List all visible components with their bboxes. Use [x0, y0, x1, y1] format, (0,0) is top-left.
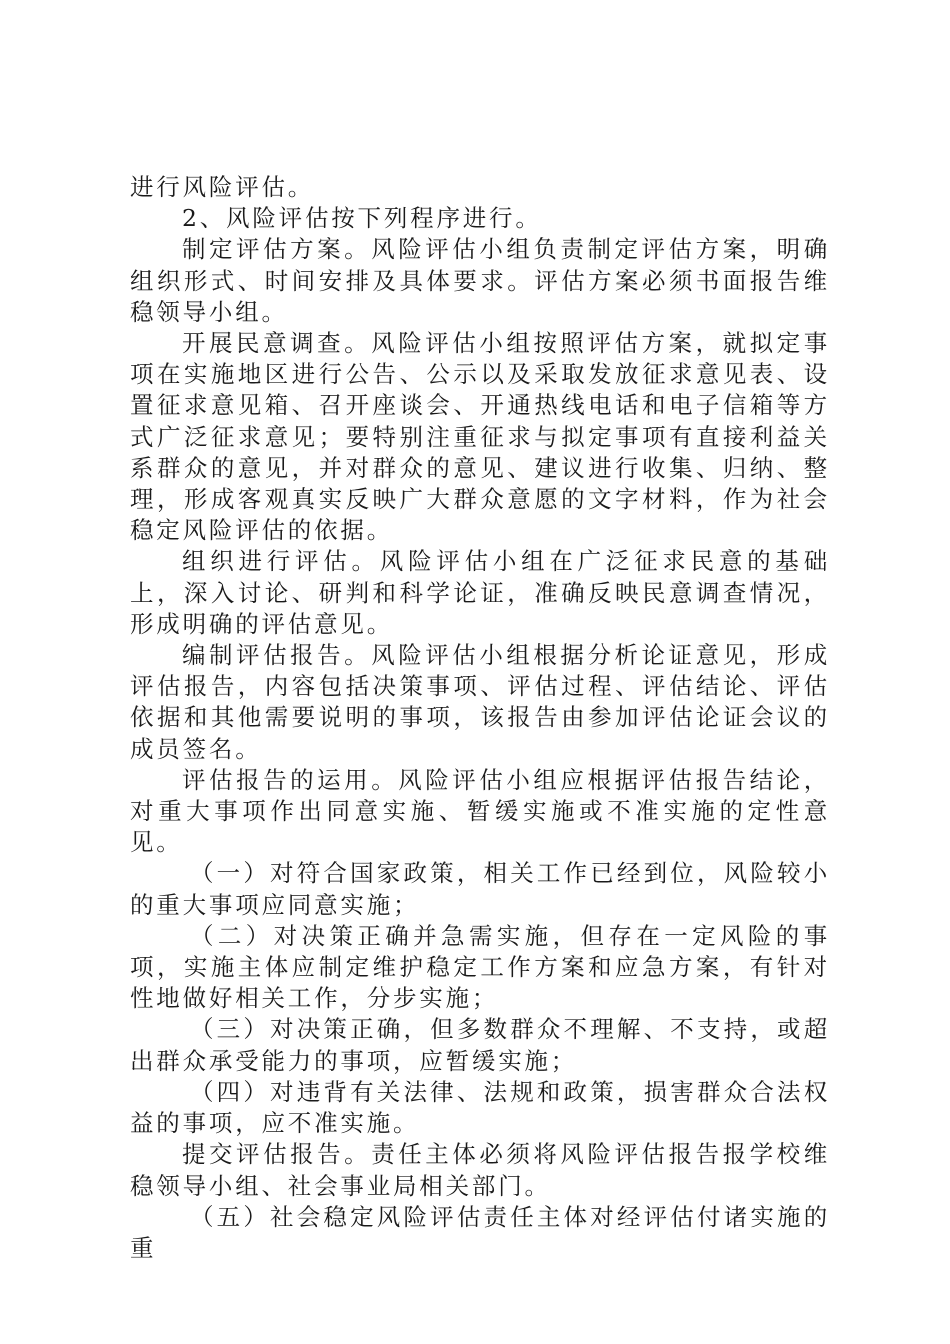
- paragraph-assessment: 组织进行评估。风险评估小组在广泛征求民意的基础上，深入讨论、研判和科学论证，准确反映民意调查情况，形成明确的评估意见。: [130, 547, 830, 638]
- list-item-reject: （四）对违背有关法律、法规和政策，损害群众合法权益的事项，应不准实施。: [130, 1077, 830, 1138]
- list-item-responsibility: （五）社会稳定风险评估责任主体对经评估付诸实施的重: [130, 1202, 830, 1262]
- list-item-approve: （一）对符合国家政策，相关工作已经到位，风险较小的重大事项应同意实施；: [130, 859, 830, 919]
- paragraph-continuation: 进行风险评估。: [130, 173, 315, 201]
- list-item-phased: （二）对决策正确并急需实施，但存在一定风险的事项，实施主体应制定维护稳定工作方案和应急方案，有针对性地做好相关工作，分步实施；: [130, 921, 830, 1013]
- paragraph-procedure-heading: 2、风险评估按下列程序进行。: [182, 204, 542, 233]
- paragraph-survey: 开展民意调查。风险评估小组按照评估方案，就拟定事项在实施地区进行公告、公示以及采取发放征求意见表、设置征求意见箱、召开座谈会、开通热线电话和电子信箱等方式广泛征求意见；要特别注重征求与拟定事项有直接利益关系群众的意见，并对群众的意见、建议进行收集、归纳、整理，形成客观真实反映广大群众意愿的文字材料，作为社会稳定风险评估的依据。: [130, 329, 830, 545]
- paragraph-report: 编制评估报告。风险评估小组根据分析论证意见，形成评估报告，内容包括决策事项、评估过程、评估结论、评估依据和其他需要说明的事项，该报告由参加评估论证会议的成员签名。: [130, 641, 830, 763]
- list-item-postpone: （三）对决策正确，但多数群众不理解、不支持，或超出群众承受能力的事项，应暂缓实施；: [130, 1015, 830, 1075]
- paragraph-usage: 评估报告的运用。风险评估小组应根据评估报告结论，对重大事项作出同意实施、暂缓实施或不准实施的定性意见。: [130, 765, 830, 857]
- document-body: [130, 172, 830, 1264]
- paragraph-submit: 提交评估报告。责任主体必须将风险评估报告报学校维稳领导小组、社会事业局相关部门。: [130, 1140, 830, 1200]
- paragraph-plan: 制定评估方案。风险评估小组负责制定评估方案，明确组织形式、时间安排及具体要求。评估方案必须书面报告维稳领导小组。: [130, 235, 830, 326]
